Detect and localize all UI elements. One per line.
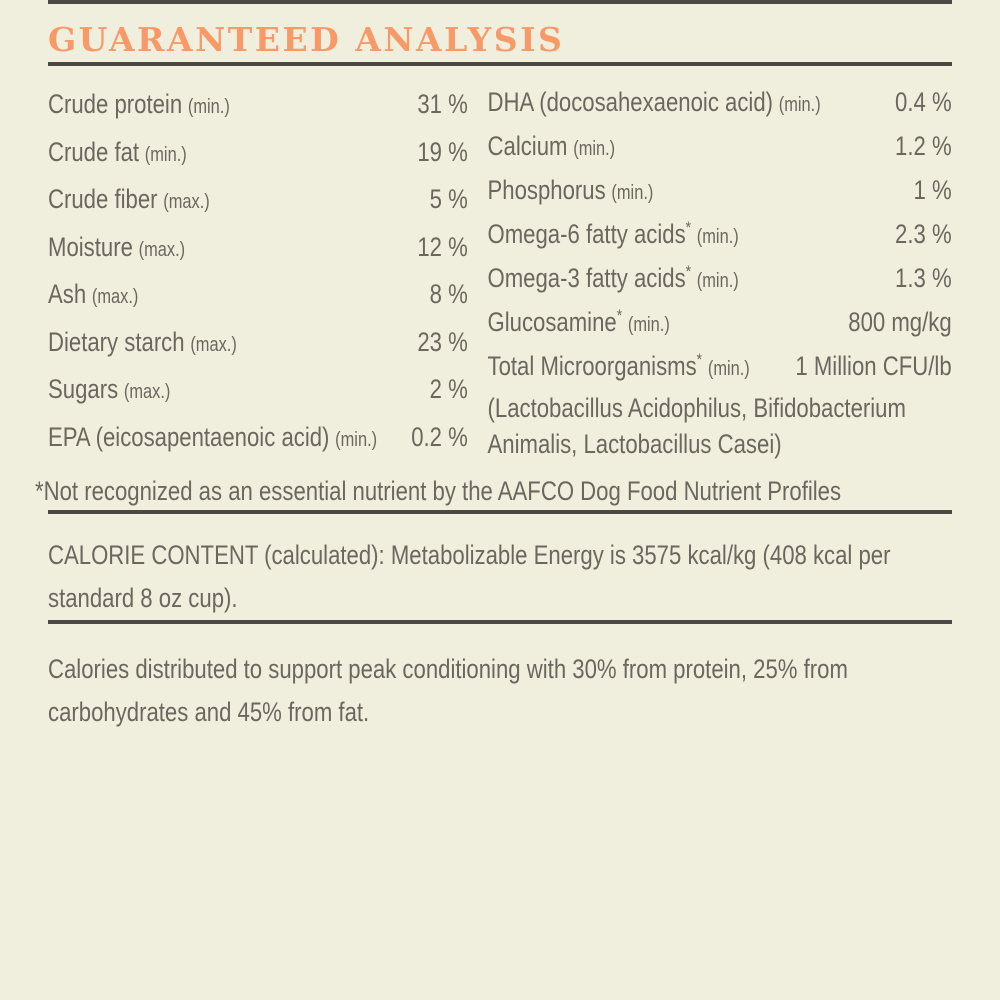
analysis-column-right — [488, 82, 952, 462]
row-phosphorus — [488, 170, 952, 214]
nutrient-name: Calcium (min.) — [487, 131, 616, 161]
nutrient-value: 2.3 % — [895, 219, 952, 249]
nutrient-value: 2 % — [429, 374, 468, 404]
asterisk: * — [685, 262, 692, 281]
calorie-distribution-statement: Calories distributed to support peak conditioning with 30% from protein, 25% from carbohydrates and 45% from fat. — [48, 654, 848, 727]
aafco-footnote: *Not recognized as an essential nutrient by the AAFCO Dog Food Nutrient Profiles — [35, 476, 842, 506]
nutrient-name: Crude fiber (max.) — [48, 184, 210, 214]
row-dha — [488, 82, 952, 126]
nutrient-name: Moisture (max.) — [48, 231, 186, 262]
nutrient-value: 5 % — [429, 184, 468, 214]
nutrient-name: Glucosamine* (min.) — [487, 306, 670, 337]
nutrient-value: 1.2 % — [895, 131, 952, 161]
row-omega-3 — [488, 258, 952, 302]
nutrient-name: Total Microorganisms* (min.) — [487, 350, 750, 381]
nutrient-name: Sugars (max.) — [48, 374, 171, 404]
row-total-microorganisms — [488, 346, 952, 390]
nutrient-name: DHA (docosahexaenoic acid) (min.) — [487, 87, 821, 117]
nutrient-basis: (min.) — [627, 314, 670, 336]
nutrient-name: Omega-3 fatty acids* (min.) — [487, 262, 739, 293]
nutrient-basis: (max.) — [91, 286, 139, 308]
nutrient-value: 19 % — [417, 136, 468, 167]
nutrient-name: Omega-6 fatty acids* (min.) — [487, 218, 739, 249]
nutrient-name: Crude fat (min.) — [48, 136, 187, 167]
divider-under-heading — [48, 62, 952, 66]
row-calcium — [488, 126, 952, 170]
nutrient-value: 800 mg/kg — [848, 307, 952, 337]
divider-top — [48, 0, 952, 4]
nutrient-basis: (min.) — [611, 182, 654, 204]
asterisk: * — [696, 350, 703, 369]
nutrient-basis: (min.) — [335, 428, 378, 451]
microorganism-species-note: (Lactobacillus Acidophilus, Bifidobacterium Animalis, Lactobacillus Casei) — [487, 393, 906, 459]
nutrient-value: 23 % — [417, 326, 468, 357]
row-moisture — [48, 225, 468, 273]
calorie-content-statement: CALORIE CONTENT (calculated): Metabolizable Energy is 3575 kcal/kg (408 kcal per standard 8 oz cup). — [48, 540, 891, 613]
row-crude-protein — [48, 82, 468, 130]
nutrient-basis: (min.) — [696, 226, 739, 248]
row-dietary-starch — [48, 320, 468, 368]
nutrient-value: 0.2 % — [411, 421, 468, 452]
nutrient-value: 31 % — [417, 89, 468, 119]
nutrient-basis: (min.) — [696, 270, 739, 292]
divider-above-calorie-content — [48, 510, 952, 514]
nutrient-value: 8 % — [429, 279, 468, 309]
nutrient-name: Ash (max.) — [48, 279, 139, 309]
nutrient-basis: (min.) — [573, 138, 616, 160]
nutrient-basis: (min.) — [778, 94, 821, 116]
nutrient-name: Phosphorus (min.) — [487, 175, 654, 205]
row-epa — [48, 415, 468, 463]
nutrient-value: 1.3 % — [895, 263, 952, 293]
nutrient-basis: (max.) — [123, 381, 171, 403]
analysis-column-left — [48, 82, 468, 462]
nutrient-value: 1 % — [913, 175, 952, 205]
row-sugars — [48, 367, 468, 415]
nutrient-basis: (min.) — [144, 143, 187, 166]
nutrient-name: Dietary starch (max.) — [48, 326, 237, 357]
nutrient-basis: (max.) — [163, 191, 210, 213]
nutrient-basis: (max.) — [138, 238, 186, 261]
nutrient-value: 1 Million CFU/lb — [795, 351, 952, 381]
analysis-table — [48, 82, 952, 462]
nutrient-value: 12 % — [417, 231, 468, 262]
row-omega-6 — [488, 214, 952, 258]
nutrient-basis: (min.) — [187, 96, 230, 118]
asterisk: * — [685, 218, 692, 237]
nutrient-name: Crude protein (min.) — [48, 89, 230, 119]
nutrient-basis: (min.) — [707, 358, 750, 380]
nutrient-basis: (max.) — [190, 333, 237, 356]
nutrient-value: 0.4 % — [895, 87, 952, 117]
row-ash — [48, 272, 468, 320]
nutrient-name: EPA (eicosapentaenoic acid) (min.) — [48, 421, 378, 452]
asterisk: * — [616, 306, 623, 325]
row-crude-fiber — [48, 177, 468, 225]
row-crude-fat — [48, 130, 468, 178]
divider-above-calorie-distribution — [48, 620, 952, 624]
row-glucosamine — [488, 302, 952, 346]
section-title: GUARANTEED ANALYSIS — [48, 20, 565, 59]
